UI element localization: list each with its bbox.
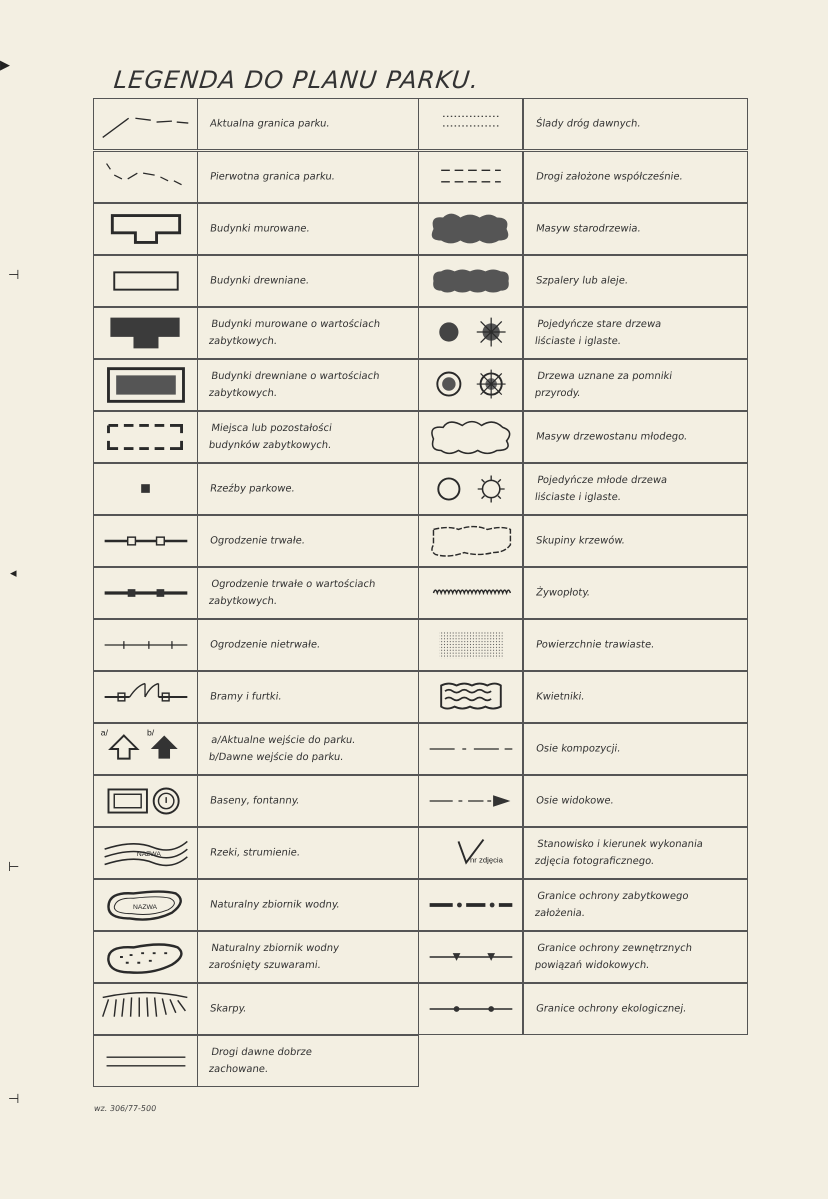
legend-label: Baseny, fontanny. (209, 795, 301, 807)
legend-label: Naturalny zbiornik wodny zarośnięty szuwarami. (208, 943, 340, 971)
legend-label: Skupiny krzewów. (535, 535, 626, 547)
legend-label-cell (523, 983, 748, 1035)
legend-label: Granice ochrony zabytkowego założenia. (534, 891, 690, 919)
legend-label: Rzeźby parkowe. (209, 483, 296, 495)
legend-symbol-cell (93, 879, 198, 931)
legend-label: Drogi założone współcześnie. (535, 171, 684, 183)
view-protection-boundary-icon (419, 932, 522, 982)
legend-label-cell (523, 359, 748, 411)
current-park-boundary-icon (94, 99, 197, 149)
legend-symbol-cell (418, 463, 523, 515)
legend-label: Ogrodzenie trwałe o wartościach zabytkowych. (208, 579, 377, 607)
legend-label: Masyw drzewostanu młodego. (535, 431, 688, 443)
legend-symbol-cell (418, 567, 523, 619)
permanent-fence-icon (94, 516, 197, 566)
page-title: LEGENDA DO PLANU PARKU. (112, 66, 481, 94)
legend-label: Aktualna granica parku. (209, 118, 331, 130)
legend-label-cell (523, 775, 748, 827)
original-park-boundary-icon (94, 152, 197, 202)
single-old-trees-icon (419, 308, 522, 358)
monument-trees-icon (419, 360, 522, 410)
legend-label-cell (523, 411, 748, 463)
legend-symbol-cell (93, 255, 198, 307)
tick-mark-icon: ⊢ (8, 860, 20, 875)
old-tree-mass-icon (419, 204, 522, 254)
sculpture-icon (94, 464, 197, 514)
legend-label-cell (197, 619, 419, 671)
legend-label-cell (197, 98, 419, 150)
legend-label-cell (197, 723, 419, 775)
overgrown-water-icon (94, 932, 197, 982)
pools-fountains-icon (94, 776, 197, 826)
legend-symbol-cell (93, 775, 198, 827)
legend-label-cell (197, 775, 419, 827)
legend-label-cell (523, 619, 748, 671)
legend-symbol-cell (93, 619, 198, 671)
legend-symbol-cell (93, 723, 198, 775)
legend-label: Rzeki, strumienie. (209, 847, 301, 859)
legend-label-cell (523, 827, 748, 879)
legend-label: Szpalery lub aleje. (535, 275, 629, 287)
legend-symbol-cell (93, 515, 198, 567)
tick-mark-icon: ⊣ (8, 268, 20, 283)
composition-axis-icon (419, 724, 522, 774)
contemporary-roads-icon (419, 152, 522, 202)
wooden-building-icon (94, 256, 197, 306)
legend-symbol-cell (418, 671, 523, 723)
legend-label-cell (523, 98, 748, 150)
legend-label: Osie widokowe. (535, 795, 615, 807)
brick-building-icon (94, 204, 197, 254)
legend-label-cell (197, 879, 419, 931)
legend-symbol-cell (93, 983, 198, 1035)
legend-label: Żywopłoty. (535, 587, 591, 599)
legend-label: Skarpy. (209, 1003, 248, 1015)
legend-label: Granice ochrony ekologicznej. (535, 1003, 688, 1015)
legend-label-cell (197, 203, 419, 255)
legend-symbol-cell (93, 307, 198, 359)
legend-label-cell (197, 671, 419, 723)
legend-label: Pojedyńcze stare drzewa liściaste i iglaste. (534, 319, 663, 347)
legend-symbol-cell (418, 983, 523, 1035)
escarpment-icon (94, 984, 197, 1034)
legend-symbol-cell (93, 359, 198, 411)
legend-symbol-cell (93, 931, 198, 983)
legend-symbol-cell (93, 151, 198, 203)
legend-label: Budynki drewniane. (209, 275, 310, 287)
entrance-tag-a: a/ (100, 727, 109, 738)
legend-symbol-cell (418, 203, 523, 255)
legend-label: Budynki murowane o wartościach zabytkowych. (208, 319, 381, 347)
legend-symbol-cell (418, 151, 523, 203)
legend-label: Miejsca lub pozostałości budynków zabytkowych. (208, 423, 333, 451)
river-icon (94, 828, 197, 878)
legend-symbol-cell (93, 567, 198, 619)
legend-symbol-cell (93, 827, 198, 879)
young-tree-mass-icon (419, 412, 522, 462)
legend-symbol-cell (418, 515, 523, 567)
photo-station-icon (419, 828, 522, 878)
legend-label-cell (197, 255, 419, 307)
legend-label-cell (197, 463, 419, 515)
legend-label-cell (523, 879, 748, 931)
legend-label-cell (523, 671, 748, 723)
alleys-icon (419, 256, 522, 306)
single-young-trees-icon (419, 464, 522, 514)
legend-symbol-cell (418, 619, 523, 671)
grass-surface-icon (419, 620, 522, 670)
legend-symbol-cell (418, 775, 523, 827)
legend-label-cell (197, 359, 419, 411)
legend-symbol-cell (418, 359, 523, 411)
view-axis-icon (419, 776, 522, 826)
legend-label: Ślady dróg dawnych. (535, 118, 642, 130)
temporary-fence-icon (94, 620, 197, 670)
historic-wooden-building-icon (94, 360, 197, 410)
legend-label: Osie kompozycji. (535, 743, 622, 755)
legend-label: Bramy i furtki. (209, 691, 283, 703)
flowerbeds-icon (419, 672, 522, 722)
building-remains-icon (94, 412, 197, 462)
pin-mark-icon: ◂ (10, 566, 17, 581)
tick-mark-icon: ⊣ (8, 1092, 20, 1107)
legend-label: Budynki drewniane o wartościach zabytkowych. (208, 371, 381, 399)
legend-label: Pierwotna granica parku. (209, 171, 336, 183)
natural-water-icon (94, 880, 197, 930)
legend-label: Drzewa uznane za pomniki przyrody. (534, 371, 673, 399)
heritage-protection-boundary-icon (419, 880, 522, 930)
legend-label: Drogi dawne dobrze zachowane. (208, 1047, 313, 1075)
gates-icon (94, 672, 197, 722)
legend-label: Masyw starodrzewia. (535, 223, 642, 235)
legend-label-cell (523, 567, 748, 619)
legend-symbol-cell (418, 255, 523, 307)
legend-label: Granice ochrony zewnętrznych powiązań widokowych. (534, 943, 693, 971)
legend-symbol-cell (93, 671, 198, 723)
name-tag: NAZWA (133, 903, 158, 911)
legend-label-cell (197, 931, 419, 983)
legend-label: Powierzchnie trawiaste. (535, 639, 656, 651)
legend-symbol-cell (418, 723, 523, 775)
legend-label-cell (523, 463, 748, 515)
photo-number-tag: nr zdjęcia (470, 855, 503, 865)
old-roads-preserved-icon (94, 1036, 197, 1086)
legend-label-cell (197, 983, 419, 1035)
legend-label-cell (523, 515, 748, 567)
legend-symbol-cell (93, 463, 198, 515)
legend-label: Ogrodzenie trwałe. (209, 535, 306, 547)
legend-label: Naturalny zbiornik wodny. (209, 899, 341, 911)
legend-label: a/Aktualne wejście do parku. b/Dawne wejście do parku. (208, 735, 357, 763)
legend-symbol-cell (418, 98, 523, 150)
legend-label: Stanowisko i kierunek wykonania zdjęcia fotograficznego. (534, 839, 704, 867)
legend-symbol-cell (93, 411, 198, 463)
legend-symbol-cell (418, 931, 523, 983)
entrance-tag-b: b/ (146, 727, 155, 738)
legend-label-cell (523, 931, 748, 983)
name-tag: NAZWA (136, 850, 161, 858)
legend-label-cell (197, 307, 419, 359)
legend-label-cell (197, 411, 419, 463)
legend-label: Kwietniki. (535, 691, 586, 703)
legend-label-cell (197, 827, 419, 879)
legend-symbol-cell (418, 307, 523, 359)
shrub-groups-icon (419, 516, 522, 566)
legend-symbol-cell (93, 1035, 198, 1087)
legend-label: Ogrodzenie nietrwałe. (209, 639, 321, 651)
ecological-protection-boundary-icon (419, 984, 522, 1034)
legend-label: Budynki murowane. (209, 223, 311, 235)
legend-label-cell (523, 723, 748, 775)
legend-label-cell (523, 307, 748, 359)
legend-label-cell (523, 255, 748, 307)
legend-label: Pojedyńcze młode drzewa liściaste i iglaste. (534, 475, 668, 503)
form-number: wz. 306/77-500 (93, 1104, 157, 1113)
legend-symbol-cell (418, 827, 523, 879)
hedges-icon (419, 568, 522, 618)
legend-label-cell (197, 1035, 419, 1087)
old-roads-traces-icon (419, 99, 522, 149)
legend-symbol-cell (93, 203, 198, 255)
legend-symbol-cell (418, 411, 523, 463)
legend-symbol-cell (93, 98, 198, 150)
binding-mark-icon: ▶ (0, 58, 10, 73)
legend-label-cell (197, 515, 419, 567)
historic-fence-icon (94, 568, 197, 618)
historic-brick-building-icon (94, 308, 197, 358)
legend-symbol-cell (418, 879, 523, 931)
legend-label-cell (523, 203, 748, 255)
legend-label-cell (197, 567, 419, 619)
legend-label-cell (523, 151, 748, 203)
legend-label-cell (197, 151, 419, 203)
entrance-arrows-icon (94, 724, 197, 774)
